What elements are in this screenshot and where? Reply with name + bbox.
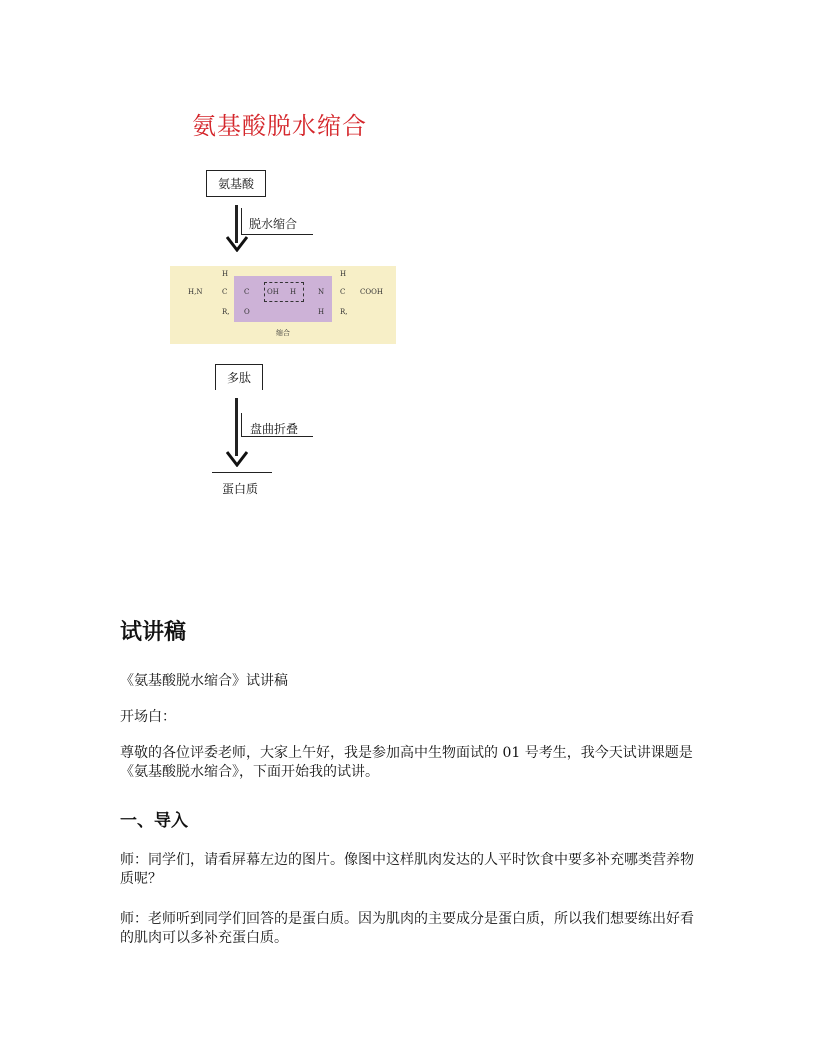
intro-paragraph-1: 师：同学们，请看屏幕左边的图片。像图中这样肌肉发达的人平时饮食中要多补充哪类营养物质呢？ xyxy=(120,852,694,887)
arrow-down-icon xyxy=(226,451,248,467)
step-divider-2 xyxy=(241,413,242,436)
doc-subtitle: 《氨基酸脱水缩合》试讲稿 xyxy=(120,673,288,689)
section-heading-intro: 一、导入 xyxy=(120,811,188,831)
intro-paragraph-2: 师：老师听到同学们回答的是蛋白质。因为肌肉的主要成分是蛋白质，所以我们想要练出好看的肌肉可以多补充蛋白质。 xyxy=(120,911,694,946)
opening-paragraph: 尊敬的各位评委老师，大家上午好，我是参加高中生物面试的 01 号考生，我今天试讲课题是《氨基酸脱水缩合》，下面开始我的试讲。 xyxy=(120,745,693,780)
chem-h-top-1: H xyxy=(222,270,229,278)
protein-topline xyxy=(212,472,272,473)
chem-o: O xyxy=(244,308,250,316)
chem-r2: R, xyxy=(340,308,348,316)
polypeptide-box xyxy=(215,364,263,390)
chem-cooh: COOH xyxy=(360,288,383,296)
chem-h-top-2: H xyxy=(340,270,347,278)
protein-label: 蛋白质 xyxy=(222,482,259,496)
chem-h-mid: H xyxy=(290,288,297,296)
step-label-dehydration: 脱水缩合 xyxy=(249,217,298,231)
diagram-title: 氨基酸脱水缩合 xyxy=(192,112,367,140)
chem-h2n: H,N xyxy=(188,288,203,296)
chem-h-bottom: H xyxy=(318,308,325,316)
chem-n: N xyxy=(318,288,325,296)
opening-label: 开场白： xyxy=(120,709,176,725)
step-label-folding: 盘曲折叠 xyxy=(250,422,299,436)
polypeptide-label: 多肽 xyxy=(226,371,251,385)
amino-acid-label: 氨基酸 xyxy=(217,177,254,191)
peptide-bond-diagram xyxy=(170,266,396,344)
arrow-down-icon xyxy=(226,236,248,252)
arrow-shaft-2 xyxy=(235,398,238,456)
chem-c2: C xyxy=(244,288,250,296)
chem-caption: 缩合 xyxy=(276,329,290,337)
chem-r1: R, xyxy=(222,308,230,316)
step-underline-1 xyxy=(241,234,313,235)
chem-c3: C xyxy=(340,288,346,296)
page-title: 试讲稿 xyxy=(120,620,187,645)
step-divider-1 xyxy=(241,208,242,234)
amino-acid-box xyxy=(206,170,266,197)
chem-oh: OH xyxy=(267,288,279,296)
chem-c1: C xyxy=(222,288,228,296)
